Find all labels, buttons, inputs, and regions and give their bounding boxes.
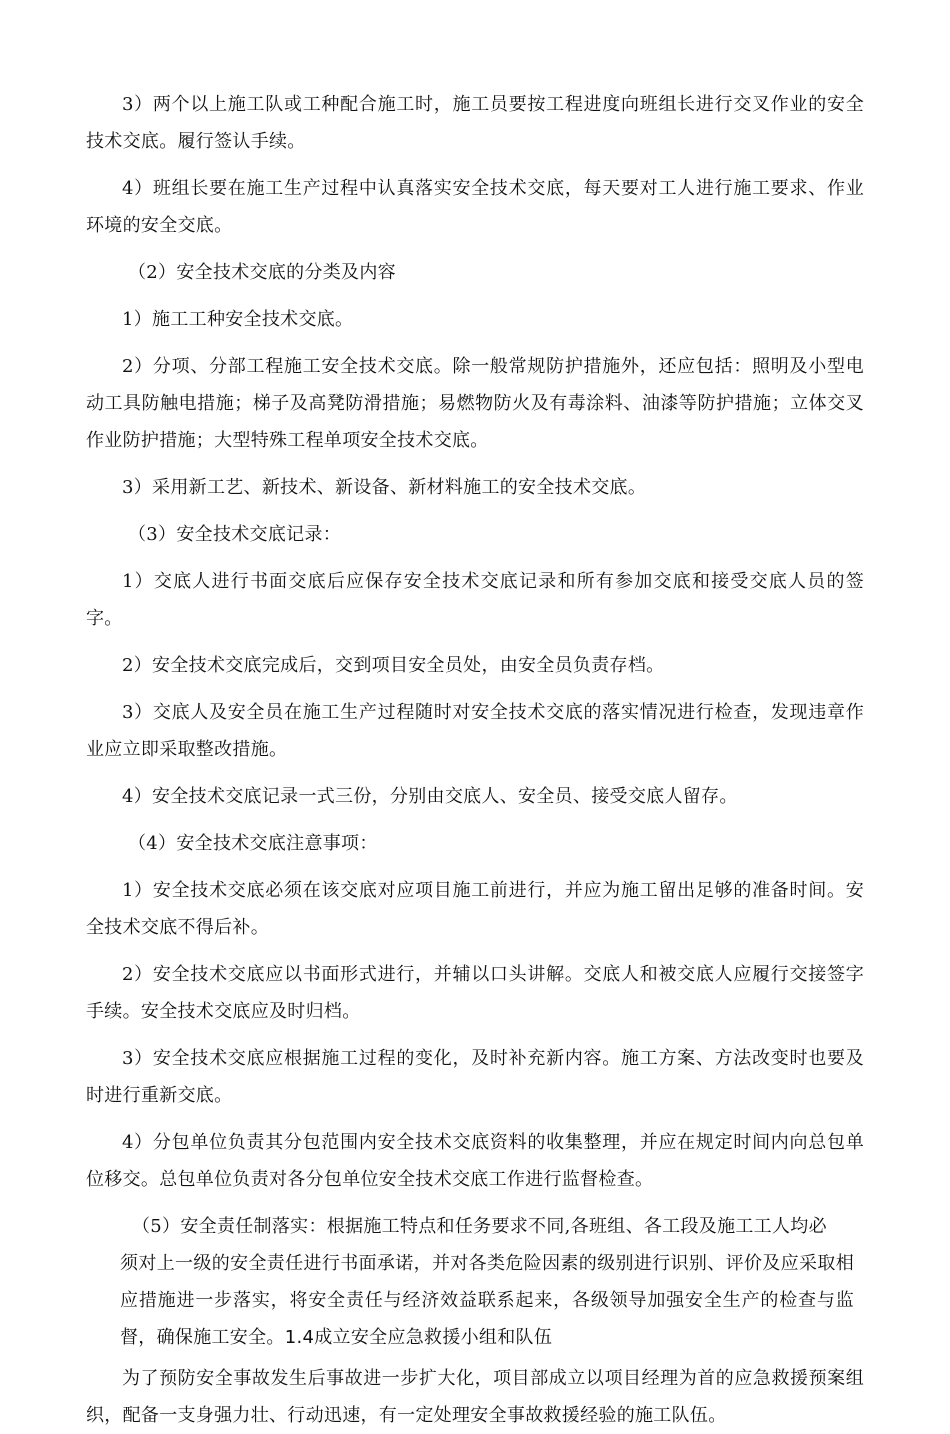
section-heading-emergency-team: 1.4成立安全应急救援小组和队伍 [284,1327,553,1348]
section-heading-notes: （4）安全技术交底注意事项： [128,833,378,854]
paragraph-team-leader: 4）班组长要在施工生产过程中认真落实安全技术交底，每天要对工人进行施工要求、作业环境的安全交底。 [86,178,864,236]
paragraph-note-written: 2）安全技术交底应以书面形式进行，并辅以口头讲解。交底人和被交底人应履行交接签字手续。安全技术交底应及时归档。 [86,964,864,1022]
paragraph-record-copies: 4）安全技术交底记录一式三份，分别由交底人、安全员、接受交底人留存。 [122,786,738,807]
paragraph-record-archive: 2）安全技术交底完成后，交到项目安全员处，由安全员负责存档。 [122,655,665,676]
paragraph-record-inspection: 3）交底人及安全员在施工生产过程随时对安全技术交底的落实情况进行检查，发现违章作业应立即采取整改措施。 [86,702,864,760]
paragraph-note-update: 3）安全技术交底应根据施工过程的变化，及时补充新内容。施工方案、方法改变时也要及时进行重新交底。 [86,1048,864,1106]
responsibility-text: 须对上一级的安全责任进行书面承诺，并对各类危险因素的级别进行识别、评价及应采取相应措施进一步落实，将安全责任与经济效益联系起来，各级领导加强安全生产的检查与监督，确保施工安全。 [120,1253,854,1348]
paragraph-trade-briefing: 1）施工工种安全技术交底。 [122,309,354,330]
paragraph-responsibility [86,1208,864,1356]
paragraph-record-signature: 1）交底人进行书面交底后应保存安全技术交底记录和所有参加交底和接受交底人员的签字。 [86,571,864,629]
paragraph-note-subcontract: 4）分包单位负责其分包范围内安全技术交底资料的收集整理，并应在规定时间内向总包单位移交。总包单位负责对各分包单位安全技术交底工作进行监督检查。 [86,1132,864,1190]
responsibility-first-line: （5）安全责任制落实：根据施工特点和任务要求不同,各班组、各工段及施工工人均必 [132,1216,827,1237]
paragraph-new-tech-briefing: 3）采用新工艺、新技术、新设备、新材料施工的安全技术交底。 [122,477,647,498]
paragraph-sub-project-briefing: 2）分项、分部工程施工安全技术交底。除一般常规防护措施外，还应包括：照明及小型电动工具防触电措施；梯子及高凳防滑措施；易燃物防火及有毒涂料、油漆等防护措施；立体交叉作业防护措施；大型特殊工程单项安全技术交底。 [86,356,864,451]
paragraph-emergency-team: 为了预防安全事故发生后事故进一步扩大化，项目部成立以项目经理为首的应急救援预案组织，配备一支身强力壮、行动迅速，有一定处理安全事故救援经验的施工队伍。 [86,1368,864,1426]
section-heading-records: （3）安全技术交底记录： [128,524,342,545]
section-heading-classification: （2）安全技术交底的分类及内容 [128,262,396,283]
paragraph-cross-work: 3）两个以上施工队或工种配合施工时，施工员要按工程进度向班组长进行交叉作业的安全技术交底。履行签认手续。 [86,94,864,152]
paragraph-note-timing: 1）安全技术交底必须在该交底对应项目施工前进行，并应为施工留出足够的准备时间。安全技术交底不得后补。 [86,880,864,938]
